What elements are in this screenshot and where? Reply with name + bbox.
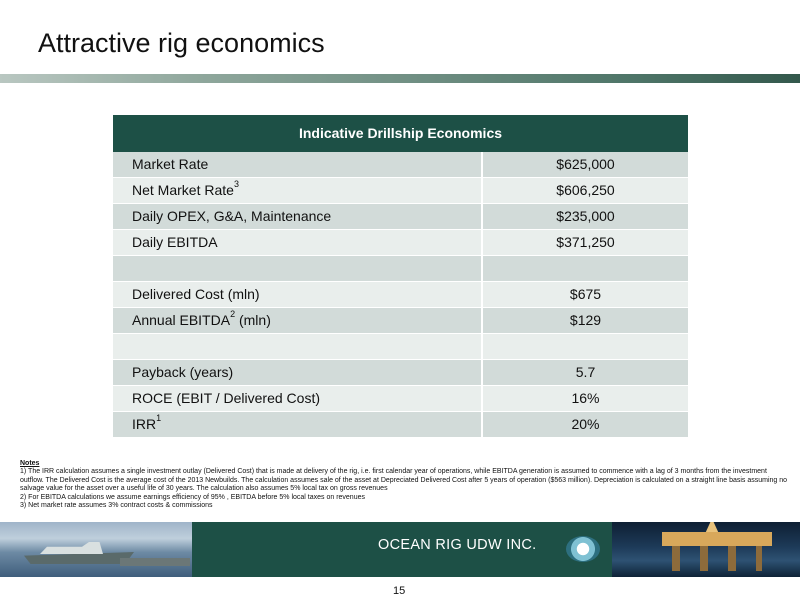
row-label — [113, 334, 483, 359]
row-label: Payback (years) — [113, 360, 483, 385]
table-row — [113, 282, 688, 308]
row-value: $129 — [483, 308, 688, 333]
table-row — [113, 412, 688, 438]
title-divider — [0, 74, 800, 83]
company-name: OCEAN RIG UDW INC. — [378, 537, 537, 553]
row-value: $371,250 — [483, 230, 688, 255]
row-value — [483, 334, 688, 359]
table-row — [113, 178, 688, 204]
table-row — [113, 256, 688, 282]
note-line: 3) Net market rate assumes 3% contract costs & commissions — [20, 502, 213, 510]
row-label: Daily OPEX, G&A, Maintenance — [113, 204, 483, 229]
table-row — [113, 386, 688, 412]
row-value: $606,250 — [483, 178, 688, 203]
economics-table — [113, 115, 688, 438]
row-label: Delivered Cost (mln) — [113, 282, 483, 307]
row-value: 16% — [483, 386, 688, 411]
row-value: $235,000 — [483, 204, 688, 229]
table-row — [113, 204, 688, 230]
row-label: Daily EBITDA — [113, 230, 483, 255]
row-label: Annual EBITDA$^2$ (mln) — [113, 308, 483, 333]
row-label — [113, 256, 483, 281]
notes-section — [20, 460, 790, 510]
page-number: 15 — [393, 585, 406, 597]
table-row — [113, 360, 688, 386]
row-label: ROCE (EBIT / Delivered Cost) — [113, 386, 483, 411]
row-value: 20% — [483, 412, 688, 437]
page-title: Attractive rig economics — [38, 28, 325, 58]
table-row — [113, 308, 688, 334]
row-value: 5.7 — [483, 360, 688, 385]
row-label: IRR$^1$ — [113, 412, 483, 437]
row-value — [483, 256, 688, 281]
row-label: Net Market Rate$^3$ — [113, 178, 483, 203]
notes-heading: Notes — [20, 460, 40, 467]
table-row — [113, 334, 688, 360]
row-value: $625,000 — [483, 152, 688, 177]
row-value: $675 — [483, 282, 688, 307]
note-line: 1) The IRR calculation assumes a single investment outlay (Delivered Cost) that is made at delivery of the rig, i.e. first calendar year of operations, while EBITDA generation is assumed to commence with a lag of 3 months from the investment outflow. The Delivered Cost is the average cost of the 2013 Newbuilds. The calculation assumes sale of the asset at Depreciated Delivered Cost after 5 years of operation ($563 million). Depreciation is calculated on a straight line basis assuming no salvage value for the asset over a useful life of 30 years. The calculation also assumes 5% local tax on gross revenues — [20, 468, 788, 493]
note-line: 2) For EBITDA calculations we assume earnings efficiency of 95% , EBITDA before 5% local taxes on revenues — [20, 493, 365, 501]
rig-image — [612, 522, 800, 577]
drillship-image — [0, 522, 192, 577]
row-label: Market Rate — [113, 152, 483, 177]
table-row — [113, 152, 688, 178]
table-header: Indicative Drillship Economics — [113, 115, 688, 152]
table-row — [113, 230, 688, 256]
company-logo-icon — [566, 536, 600, 562]
